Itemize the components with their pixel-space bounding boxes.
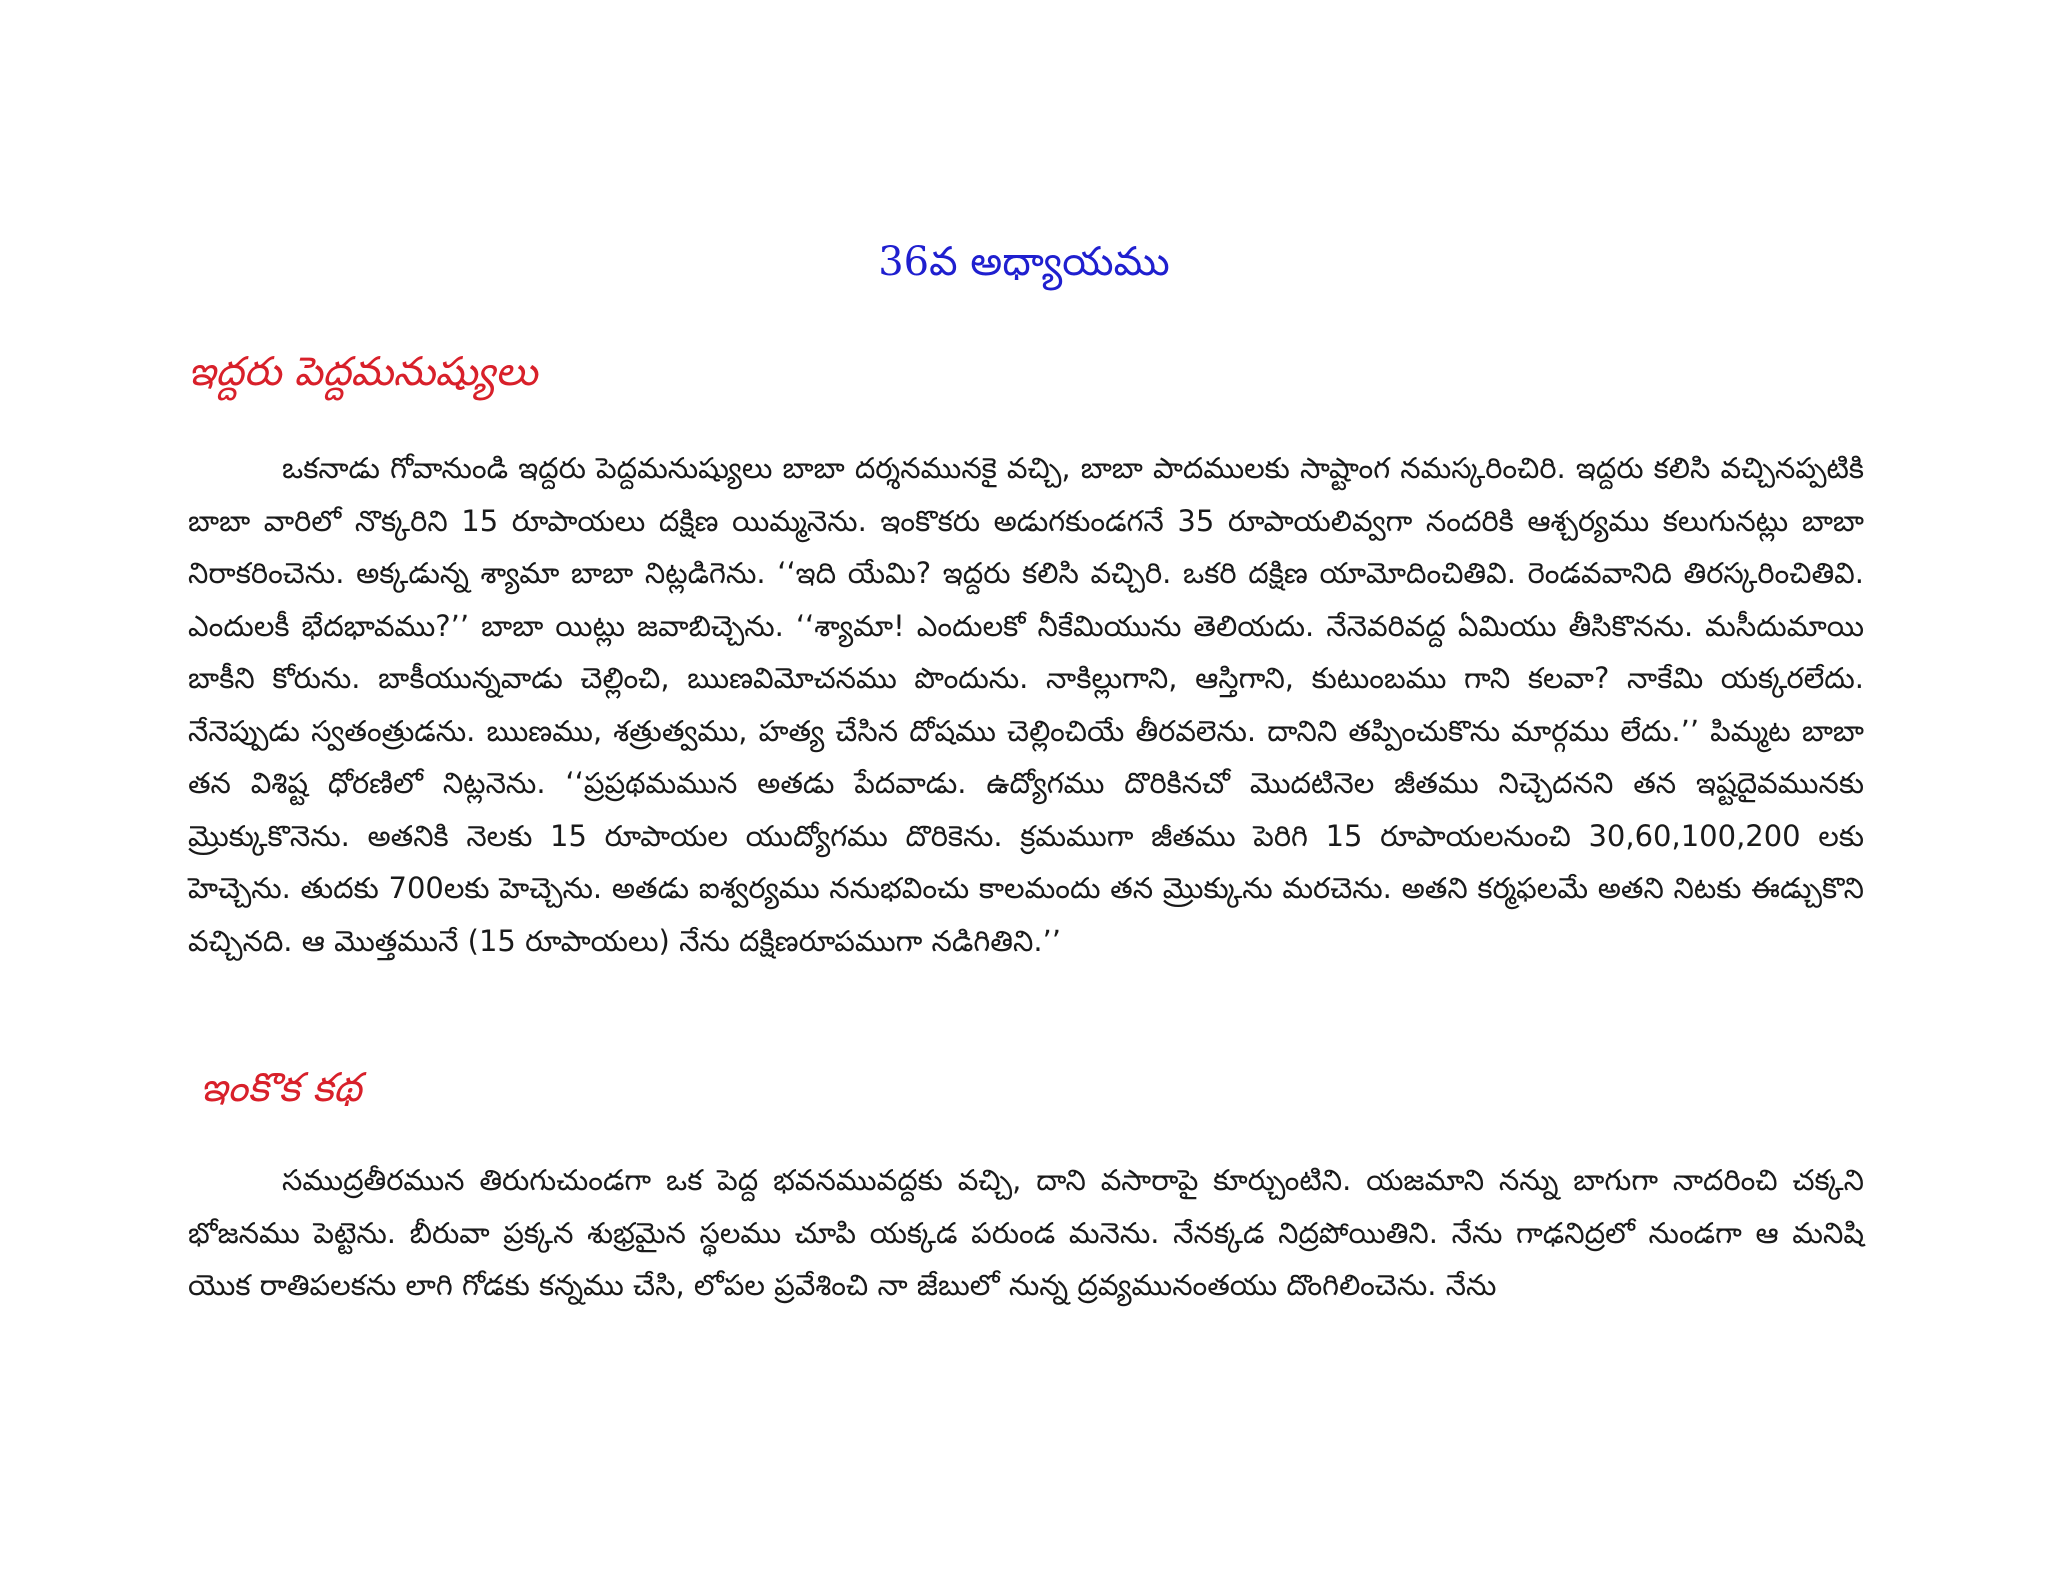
section-paragraph-another-story: సముద్రతీరమున తిరుగుచుండగా ఒక పెద్ద భవనమువద్దకు వచ్చి, దాని వసారాపై కూర్చుంటిని. యజమాని నన్ను బాగుగా నాదరించి చక్కని భోజనము పెట్టెను. బీరువా ప్రక్కన శుభ్రమైన స్థలము చూపి యక్కడ పరుండ మనెను. నేనక్కడ నిద్రపోయితిని. నేను గాఢనిద్రలో నుండగా ఆ మనిషి యొక రాతిపలకను లాగి గోడకు కన్నము చేసి, లోపల ప్రవేశించి నా జేబులో నున్న ద్రవ్యమునంతయు దొంగిలించెను. నేను	[188, 1163, 1864, 1302]
section-paragraph-two-gentlemen: ఒకనాడు గోవానుండి ఇద్దరు పెద్దమనుష్యులు బాబా దర్శనమునకై వచ్చి, బాబా పాదములకు సాష్టాంగ నమస్కరించిరి. ఇద్దరు కలిసి వచ్చినప్పటికి బాబా వారిలో నొక్కరిని 15 రూపాయలు దక్షిణ యిమ్మనెను. ఇంకొకరు అడుగకుండగనే 35 రూపాయలివ్వగా నందరికి ఆశ్చర్యము కలుగునట్లు బాబా నిరాకరించెను. అక్కడున్న శ్యామా బాబా నిట్లడిగెను. ‘‘ఇది యేమి? ఇద్దరు కలిసి వచ్చిరి. ఒకరి దక్షిణ యామోదించితివి. రెండవవానిది తిరస్కరించితివి. ఎందులకీ భేదభావము?’’ బాబా యిట్లు జవాబిచ్చెను. ‘‘శ్యామా! ఎందులకో నీకేమియును తెలియదు. నేనెవరివద్ద ఏమియు తీసికొనను. మసీదుమాయి బాకీని కోరును. బాకీయున్నవాడు చెల్లించి, ఋణవిమోచనము పొందును. నాకిల్లుగాని, ఆస్తిగాని, కుటుంబము గాని కలవా? నాకేమి యక్కరలేదు. నేనెప్పుడు స్వతంత్రుడను. ఋణము, శత్రుత్వము, హత్య చేసిన దోషము చెల్లించియే తీరవలెను. దానిని తప్పించుకొను మార్గము లేదు.’’ పిమ్మట బాబా తన విశిష్ట ధోరణిలో నిట్లనెను. ‘‘ప్రప్రథమమున అతడు పేదవాడు. ఉద్యోగము దొరికినచో మొదటినెల జీతము నిచ్చెదనని తన ఇష్టదైవమునకు మ్రొక్కుకొనెను. అతనికి నెలకు 15 రూపాయల యుద్యోగము దొరికెను. క్రమముగా జీతము పెరిగి 15 రూపాయలనుంచి 30,60,100,200 లకు హెచ్చెను. తుదకు 700లకు హెచ్చెను. అతడు ఐశ్వర్యము ననుభవించు కాలమందు తన మ్రొక్కును మరచెను. అతని కర్మఫలమే అతని నిటకు ఈడ్చుకొని వచ్చినది. ఆ మొత్తమునే (15 రూపాయలు) నేను దక్షిణరూపముగా నడిగితిని.’’	[188, 451, 1864, 958]
section-heading-two-gentlemen: ఇద్దరు పెద్దమనుష్యులు	[188, 349, 538, 395]
section-heading-another-story: ఇంకొక కథ	[200, 1065, 362, 1111]
chapter-title: 36వ అధ్యాయము	[878, 239, 1170, 285]
